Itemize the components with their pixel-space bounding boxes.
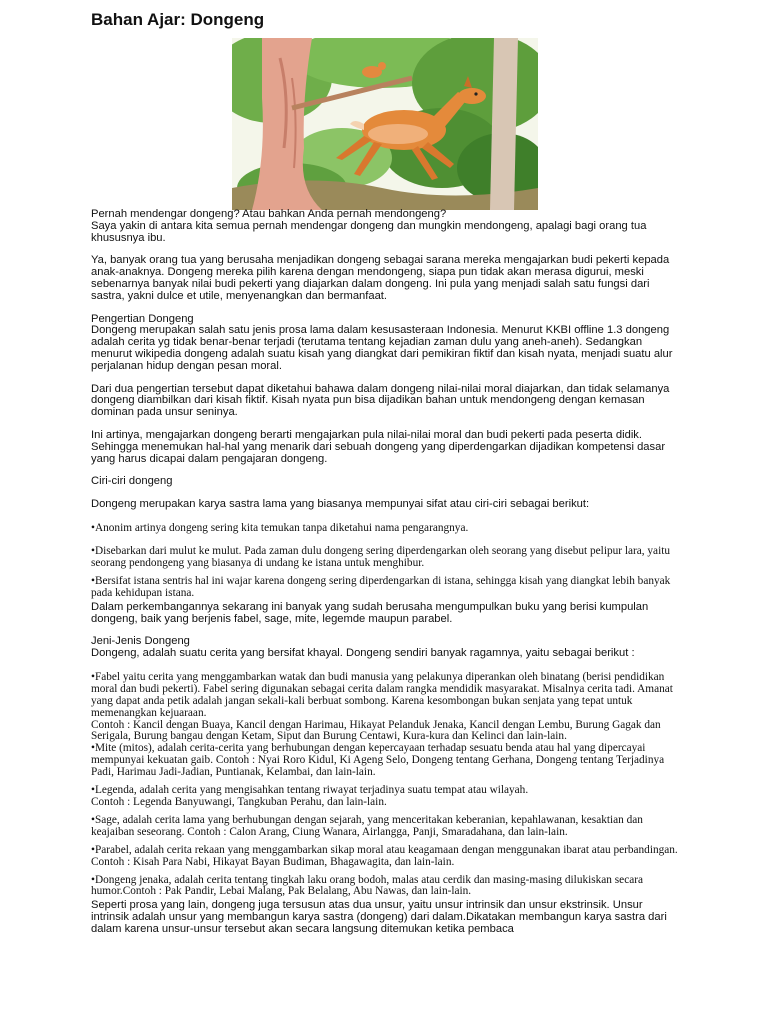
paragraph-dari: Dari dua pengertian tersebut dapat diketahui bahawa dalam dongeng nilai-nilai moral diajarkan, dan tidak selamanya dongeng diambilkan dari kisah fiktif. Kisah nyata pun bisa dijadikan bahan untuk mendongeng dengan kemasan dominan pada unsur seninya. — [91, 382, 670, 419]
paragraph-pengertian: Dongeng merupakan salah satu jenis prosa lama dalam kesusasteraan Indonesia. Menurut KKBI offline 1.3 dongeng adalah cerita yg tidak benar-benar terjadi (terutama tentang kejadian zaman dulu yang aneh-aneh). Sedangkan menurut wikipedia dongeng adalah suatu kisah yang diangkat dari pemikiran fiktif dan kisah nyata, menjadi suatu alur perjalanan hidup dengan pesan moral. — [91, 324, 673, 372]
ciri-list — [91, 523, 683, 600]
list-item: •Fabel yaitu cerita yang menggambarkan watak dan budi manusia yang pelakunya diperankan oleh binatang (berisi pendidikan moral dan budi pekerti). Fabel sering digunakan sebagai cerita dalam rangka mendidik masyarakat. Misalnya cerita tadi. Amanat yang dapat anda petik adalah jangan sekali-kali berbuat sombong. Karena kesombongan bukan senjata yang tepat untuk memenangkan kejuaraan. — [91, 670, 673, 719]
list-item: •Parabel, adalah cerita rekaan yang menggambarkan sikap moral atau keagamaan dengan menggunakan ibarat atau perbandingan. Contoh : Kisah Para Nabi, Hikayat Bayan Budiman, Bhagawagita, dan lain-lain. — [91, 843, 678, 868]
list-item: •Disebarkan dari mulut ke mulut. Pada zaman dulu dongeng sering diperdengarkan oleh seorang yang disebut pelipur lara, yaitu seorang pendongeng yang biasanya di undang ke istana untuk menghibur. — [91, 545, 671, 570]
bullet-icon: • — [91, 843, 95, 856]
list-item: •Legenda, adalah cerita yang mengisahkan tentang riwayat terjadinya suatu tempat atau wilayah. — [91, 784, 529, 797]
paragraph-jenis: Dongeng, adalah suatu cerita yang bersifat khayal. Dongeng sendiri banyak ragamnya, yaitu sebagai berikut : — [91, 647, 635, 660]
list-item: •Mite (mitos), adalah cerita-cerita yang berhubungan dengan kepercayaan terhadap sesuatu benda atau hal yang dipercayai mempunyai kekuatan gaib. Contoh : Nyai Roro Kidul, Ki Ageng Selo, Dongeng tentang Gerhana, Dongeng tentang Terjadinya Padi, Harimau Jadi-Jadian, Puntianak, Kelambai, dan lain-lain. — [91, 742, 665, 779]
bullet-icon: • — [91, 742, 95, 755]
list-item: •Dongeng jenaka, adalah cerita tentang tingkah laku orang bodoh, malas atau cerdik dan masing-masing dilukiskan secara humor.Contoh : Pak Pandir, Lebai Malang, Pak Belalang, Abu Nawas, dan lain-lain. — [91, 873, 643, 898]
heading-pengertian: Pengertian Dongeng — [91, 312, 194, 325]
list-item: •Sage, adalah cerita lama yang berhubungan dengan sejarah, yang menceritakan keberanian, kepahlawanan, kesaktian dan keajaiban seseorang. Contoh : Calon Arang, Ciung Wanara, Airlangga, Panji, Smaradahana, dan lain-lain. — [91, 813, 643, 838]
bullet-icon: • — [91, 545, 95, 558]
paragraph-unsur: Seperti prosa yang lain, dongeng juga tersusun atas dua unsur, yaitu unsur intrinsik dan unsur ekstrinsik. Unsur intrinsik adalah unsur yang membangun karya sastra (dongeng) dari dalam.Dikatakan membangun karya sastra dari dalam karena unsur-unsur tersebut akan secara langsung ditemukan ketika pembaca — [91, 899, 667, 935]
heading-ciri: Ciri-ciri dongeng — [91, 475, 173, 488]
paragraph-ciri: Dongeng merupakan karya sastra lama yang biasanya mempunyai sifat atau ciri-ciri sebagai berikut: — [91, 498, 590, 511]
list-item: •Bersifat istana sentris hal ini wajar karena dongeng sering diperdengarkan di istana, sehingga kisah yang diangkat lebih banyak pada kehidupan istana. — [91, 574, 671, 599]
bullet-icon: • — [91, 574, 95, 587]
paragraph-perkembangan: Dalam perkembangannya sekarang ini banyak yang sudah berusaha mengumpulkan buku yang berisi kumpulan dongeng, baik yang berjenis fabel, sage, mite, legemde maupun parabel. — [91, 600, 649, 625]
paragraph-ini: Ini artinya, mengajarkan dongeng berarti mengajarkan pula nilai-nilai moral dan budi pekerti pada peserta didik. Sehingga menemukan hal-hal yang menarik dari sebuah dongeng yang diperdengarkan dijadikan kompetensi dasar yang harus dicapai dalam pengajaran dongeng. — [91, 428, 666, 465]
bullet-icon: • — [91, 670, 95, 683]
intro-line-1: Pernah mendengar dongeng? Atau bahkan Anda pernah mendongeng? — [91, 208, 447, 220]
bullet-icon: • — [91, 813, 95, 826]
intro-line-2: Saya yakin di antara kita semua pernah mendengar dongeng dan mungkin mendongeng, apalagi bagi orang tua khususnya ibu. — [91, 219, 647, 244]
bullet-icon: • — [91, 873, 95, 886]
bullet-icon: • — [91, 521, 95, 534]
list-item-extra: Contoh : Kancil dengan Buaya, Kancil dengan Harimau, Hikayat Pelanduk Jenaka, Kancil dengan Lembu, Burung Gagak dan Serigala, Burung bangau dengan Ketam, Siput dan Burung Centawi, Kura-kura dan Kelinci dan lain-lain. — [91, 718, 661, 743]
list-item: •Anonim artinya dongeng sering kita temukan tanpa diketahui nama pengarangnya. — [91, 521, 469, 534]
heading-jenis: Jeni-Jenis Dongeng — [91, 635, 190, 648]
jenis-list — [91, 672, 683, 898]
list-item-extra: Contoh : Legenda Banyuwangi, Tangkuban Perahu, dan lain-lain. — [91, 796, 387, 809]
document-title: Bahan Ajar: Dongeng — [91, 10, 265, 29]
article-body — [91, 209, 683, 936]
bullet-icon: • — [91, 784, 95, 797]
deer-illustration — [232, 38, 538, 210]
paragraph-ya: Ya, banyak orang tua yang berusaha menjadikan dongeng sebagai sarana mereka mengajarkan budi pekerti kepada anak-anaknya. Dongeng mereka pilih karena dengan mendongeng, siapa pun tidak akan merasa digurui, meski sebenarnya banyak nilai budi pekerti yang diajarkan dalam dongeng. Ini pula yang menjadi salah satu fungsi dari sastra, yakni dulce et utile, menyenangkan dan bermanfaat. — [91, 254, 670, 302]
